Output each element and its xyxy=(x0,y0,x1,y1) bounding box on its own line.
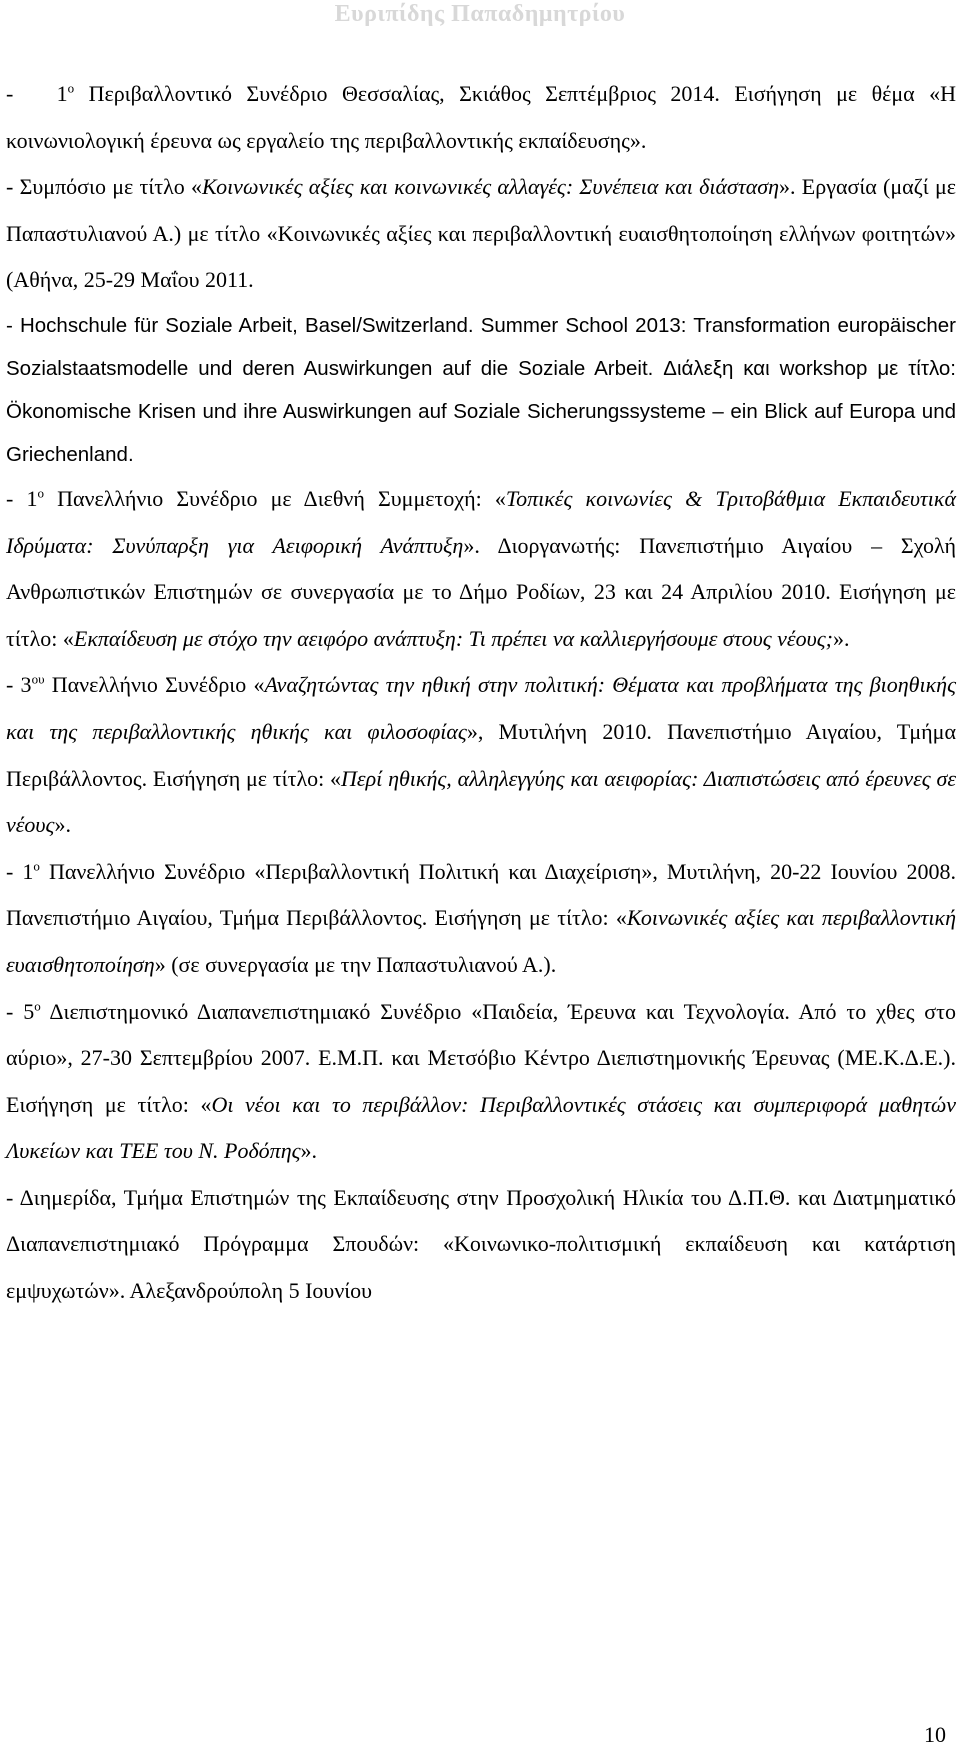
running-header: Ευριπίδης Παπαδημητρίου xyxy=(334,1,626,27)
list-dash: - xyxy=(6,858,14,884)
list-dash: - xyxy=(6,1184,14,1210)
list-dash: - xyxy=(6,672,14,698)
list-dash: - xyxy=(6,998,14,1024)
page-number: 10 xyxy=(924,1722,946,1747)
list-item: - Hochschule für Soziale Arbeit, Basel/Switzerland. Summer School 2013: Transformation europäischer Sozialstaatsmodelle und deren Auswirkungen auf die Soziale Arbeit. Διάλεξη και workshop με τίτλο: Ökonomische Krisen und ihre Auswirkungen auf Soziale Sicherungssysteme – ein Blick auf Europa und Griechenland. xyxy=(6,313,956,466)
list-item: - $5^o$ Διεπιστημονικό Διαπανεπιστημιακό Συνέδριο «Παιδεία, Έρευνα και Τεχνολογία. Από το χθες στο αύριο», 27-30 Σεπτεμβρίου 2007. Ε.Μ.Π. και Μετσόβιο Κέντρο Διεπιστημονικής Έρευνας (ΜΕ.Κ.Δ.Ε.). Εισήγηση με τίτλο: «Οι νέοι και το περιβάλλον: Περιβαλλοντικές στάσεις και συμπεριφορά μαθητών Λυκείων και ΤΕΕ του Ν. Ροδόπης». xyxy=(6,998,957,1164)
list-item: - Συμπόσιο με τίτλο «Κοινωνικές αξίες και κοινωνικές αλλαγές: Συνέπεια και διάσταση». Εργασία (μαζί με Παπαστυλιανού Α.) με τίτλο «Κοινωνικές αξίες και περιβαλλοντική ευαισθητοποίηση ελλήνων φοιτητών» (Αθήνα, 25-29 Μαΐου 2011. xyxy=(6,174,956,293)
list-item: - $1^o$ Πανελλήνιο Συνέδριο «Περιβαλλοντική Πολιτική και Διαχείριση», Μυτιλήνη, 20-22 Ιουνίου 2008. Πανεπιστήμιο Αιγαίου, Τμήμα Περιβάλλοντος. Εισήγηση με τίτλο: «Κοινωνικές αξίες και περιβαλλοντική ευαισθητοποίηση» (σε συνεργασία με την Παπαστυλιανού Α.). xyxy=(6,858,956,977)
list-dash: - xyxy=(6,313,13,337)
list-item: - $1^o$ Περιβαλλοντικό Συνέδριο Θεσσαλίας, Σκιάθος Σεπτέμβριος 2014. Εισήγηση με θέμα «Η κοινωνιολογική έρευνα ως εργαλείο της περιβαλλοντικής εκπαίδευσης». xyxy=(6,80,956,153)
list-item: - $1^o$ Πανελλήνιο Συνέδριο με Διεθνή Συμμετοχή: «Τοπικές κοινωνίες & Τριτοβάθμια Εκπαιδευτικά Ιδρύματα: Συνύπαρξη για Αειφορική Ανάπτυξη». Διοργανωτής: Πανεπιστήμιο Αιγαίου – Σχολή Ανθρωπιστικών Επιστημών σε συνεργασία με το Δήμο Ροδίων, 23 και 24 Απριλίου 2010. Εισήγηση με τίτλο: «Εκπαίδευση με στόχο την αειφόρο ανάπτυξη: Τι πρέπει να καλλιεργήσουμε στους νέους;». xyxy=(6,485,957,651)
list-dash: - xyxy=(6,174,14,200)
list-item: - Διημερίδα, Τμήμα Επιστημών της Εκπαίδευσης στην Προσχολική Ηλικία του Δ.Π.Θ. και Διατμηματικό Διαπανεπιστημιακό Πρόγραμμα Σπουδών: «Κοινωνικο-πολιτισμική εκπαίδευση και κατάρτιση εμψυχωτών». Αλεξανδρούπολη 5 Ιουνίου xyxy=(6,1184,956,1304)
list-item: - $3^{o\upsilon}$ Πανελλήνιο Συνέδριο «Αναζητώντας την ηθική στην πολιτική: Θέματα και προβλήματα της βιοηθικής και της περιβαλλοντικής ηθικής και φιλοσοφίας», Μυτιλήνη 2010. Πανεπιστήμιο Αιγαίου, Τμήμα Περιβάλλοντος. Εισήγηση με τίτλο: «Περί ηθικής, αλληλεγγύης και αειφορίας: Διαπιστώσεις από έρευνες σε νέους». xyxy=(6,672,957,838)
list-dash: - xyxy=(6,81,14,106)
publications-list xyxy=(6,71,956,1315)
list-dash: - xyxy=(6,485,14,511)
